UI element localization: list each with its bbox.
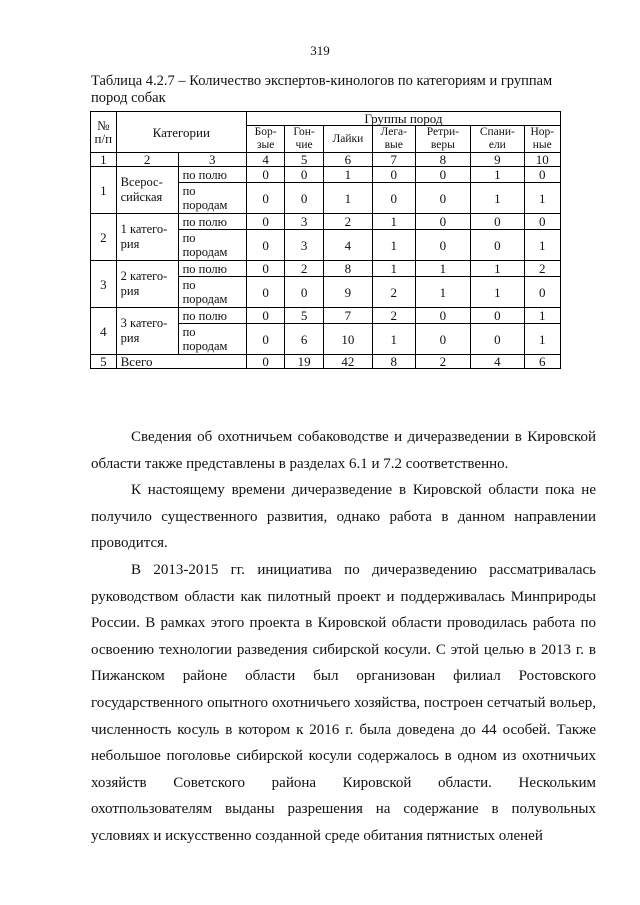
table-cell: 2 — [285, 261, 323, 277]
table-cell: 0 — [246, 183, 284, 214]
column-number: 10 — [524, 153, 560, 167]
total-label: Всего — [116, 355, 246, 369]
table-cell: 1 — [471, 261, 524, 277]
column-number: 6 — [323, 153, 372, 167]
table-cell: 5 — [285, 308, 323, 324]
table-cell: 3 — [285, 214, 323, 230]
table-cell: 0 — [524, 167, 560, 183]
experts-table — [90, 111, 561, 369]
paragraph: К настоящему времени дичеразведение в Кировской области пока не получило существенного развития, однако работа в данном направлении проводится. — [91, 482, 596, 552]
row-number: 4 — [91, 308, 117, 355]
category-name: 2 катего- рия — [116, 261, 178, 308]
column-number: 2 — [116, 153, 178, 167]
header-categories: Категории — [116, 112, 246, 153]
row-number: 1 — [91, 167, 117, 214]
total-cell: 0 — [246, 355, 284, 369]
evaluation-mode: по полю — [178, 214, 246, 230]
table-cell: 1 — [323, 183, 372, 214]
table-cell: 0 — [415, 183, 471, 214]
table-cell: 1 — [524, 183, 560, 214]
row-number: 2 — [91, 214, 117, 261]
table-cell: 10 — [323, 324, 372, 355]
table-cell: 1 — [524, 308, 560, 324]
table-cell: 6 — [285, 324, 323, 355]
evaluation-mode: по полю — [178, 308, 246, 324]
table-cell: 0 — [415, 324, 471, 355]
table-cell: 0 — [246, 261, 284, 277]
table-cell: 0 — [415, 214, 471, 230]
breed-header: Гон- чие — [285, 126, 323, 153]
table-cell: 0 — [524, 214, 560, 230]
table-cell: 0 — [285, 277, 323, 308]
table-cell: 0 — [246, 214, 284, 230]
table-cell: 8 — [323, 261, 372, 277]
table-cell: 1 — [323, 167, 372, 183]
evaluation-mode: по породам — [178, 183, 246, 214]
table-cell: 0 — [471, 324, 524, 355]
table-cell: 1 — [524, 324, 560, 355]
column-number: 4 — [246, 153, 284, 167]
breed-header: Лега- вые — [372, 126, 415, 153]
column-number: 5 — [285, 153, 323, 167]
table-cell: 0 — [372, 167, 415, 183]
category-name: 3 катего- рия — [116, 308, 178, 355]
column-number: 1 — [91, 153, 117, 167]
header-groups: Группы пород — [246, 112, 560, 126]
table-cell: 2 — [372, 308, 415, 324]
table-cell: 0 — [415, 167, 471, 183]
table-cell: 0 — [246, 277, 284, 308]
table-cell: 1 — [372, 324, 415, 355]
table-cell: 0 — [524, 277, 560, 308]
header-num: № п/п — [91, 112, 117, 153]
paragraph: Сведения об охотничьем собаководстве и дичеразведении в Кировской области также представлены в разделах 6.1 и 7.2 соответственно. — [91, 429, 596, 472]
table-cell: 1 — [471, 167, 524, 183]
row-number: 3 — [91, 261, 117, 308]
category-name: Всерос- сийская — [116, 167, 178, 214]
table-cell: 0 — [246, 324, 284, 355]
evaluation-mode: по полю — [178, 167, 246, 183]
column-number: 3 — [178, 153, 246, 167]
table-caption: Таблица 4.2.7 – Количество экспертов-кинологов по категориям и группам пород собак — [91, 73, 553, 106]
evaluation-mode: по породам — [178, 277, 246, 308]
table-cell: 7 — [323, 308, 372, 324]
page-number: 319 — [310, 43, 330, 58]
table-cell: 0 — [246, 308, 284, 324]
breed-header: Бор- зые — [246, 126, 284, 153]
breed-header: Ретри- веры — [415, 126, 471, 153]
breed-header: Спани- ели — [471, 126, 524, 153]
column-number: 9 — [471, 153, 524, 167]
table-cell: 2 — [323, 214, 372, 230]
table-cell: 1 — [471, 277, 524, 308]
column-number: 8 — [415, 153, 471, 167]
total-cell: 4 — [471, 355, 524, 369]
paragraph: В 2013-2015 гг. инициатива по дичеразведению рассматривалась руководством области как пилотный проект и поддерживалась Минприроды России. В рамках этого проекта в Кировской области проводилась работа по освоению технологии разведения сибирской косули. С этой целью в 2013 г. в Пижанском районе области был организован филиал Ростовского государственного опытного охотничьего хозяйства, построен сетчатый вольер, численность косуль в котором к 2016 г. была доведена до 44 особей. Также небольшое поголовье сибирской косули содержалось в одном из охотничьих хозяйств Советского района Кировской области. Нескольким охотпользователям выданы разрешения на содержание в полувольных условиях и искусственно созданной среде обитания пятнистых оленей — [91, 561, 596, 844]
row-number: 5 — [91, 355, 117, 369]
table-cell: 2 — [524, 261, 560, 277]
breed-header: Нор- ные — [524, 126, 560, 153]
table-row — [91, 308, 561, 324]
table-cell: 0 — [285, 167, 323, 183]
table-cell: 0 — [471, 308, 524, 324]
table-cell: 4 — [323, 230, 372, 261]
table-cell: 2 — [372, 277, 415, 308]
table-cell: 1 — [415, 261, 471, 277]
table-cell: 1 — [372, 214, 415, 230]
evaluation-mode: по полю — [178, 261, 246, 277]
table-row — [91, 261, 561, 277]
table-cell: 0 — [246, 167, 284, 183]
breed-header: Лайки — [323, 126, 372, 153]
total-cell: 19 — [285, 355, 323, 369]
table-cell: 0 — [372, 183, 415, 214]
table-cell: 1 — [372, 230, 415, 261]
table-cell: 0 — [415, 308, 471, 324]
category-name: 1 катего- рия — [116, 214, 178, 261]
table-cell: 1 — [471, 183, 524, 214]
table-cell: 0 — [471, 230, 524, 261]
table-row — [91, 167, 561, 183]
column-number: 7 — [372, 153, 415, 167]
table-cell: 0 — [415, 230, 471, 261]
evaluation-mode: по породам — [178, 230, 246, 261]
table-row — [91, 214, 561, 230]
body-text — [91, 424, 596, 850]
total-cell: 6 — [524, 355, 560, 369]
table-cell: 0 — [285, 183, 323, 214]
evaluation-mode: по породам — [178, 324, 246, 355]
table-cell: 0 — [246, 230, 284, 261]
total-cell: 42 — [323, 355, 372, 369]
total-cell: 2 — [415, 355, 471, 369]
total-row — [91, 355, 561, 369]
table-cell: 3 — [285, 230, 323, 261]
table-cell: 1 — [524, 230, 560, 261]
table-cell: 9 — [323, 277, 372, 308]
table-cell: 1 — [372, 261, 415, 277]
table-cell: 0 — [471, 214, 524, 230]
total-cell: 8 — [372, 355, 415, 369]
table-cell: 1 — [415, 277, 471, 308]
